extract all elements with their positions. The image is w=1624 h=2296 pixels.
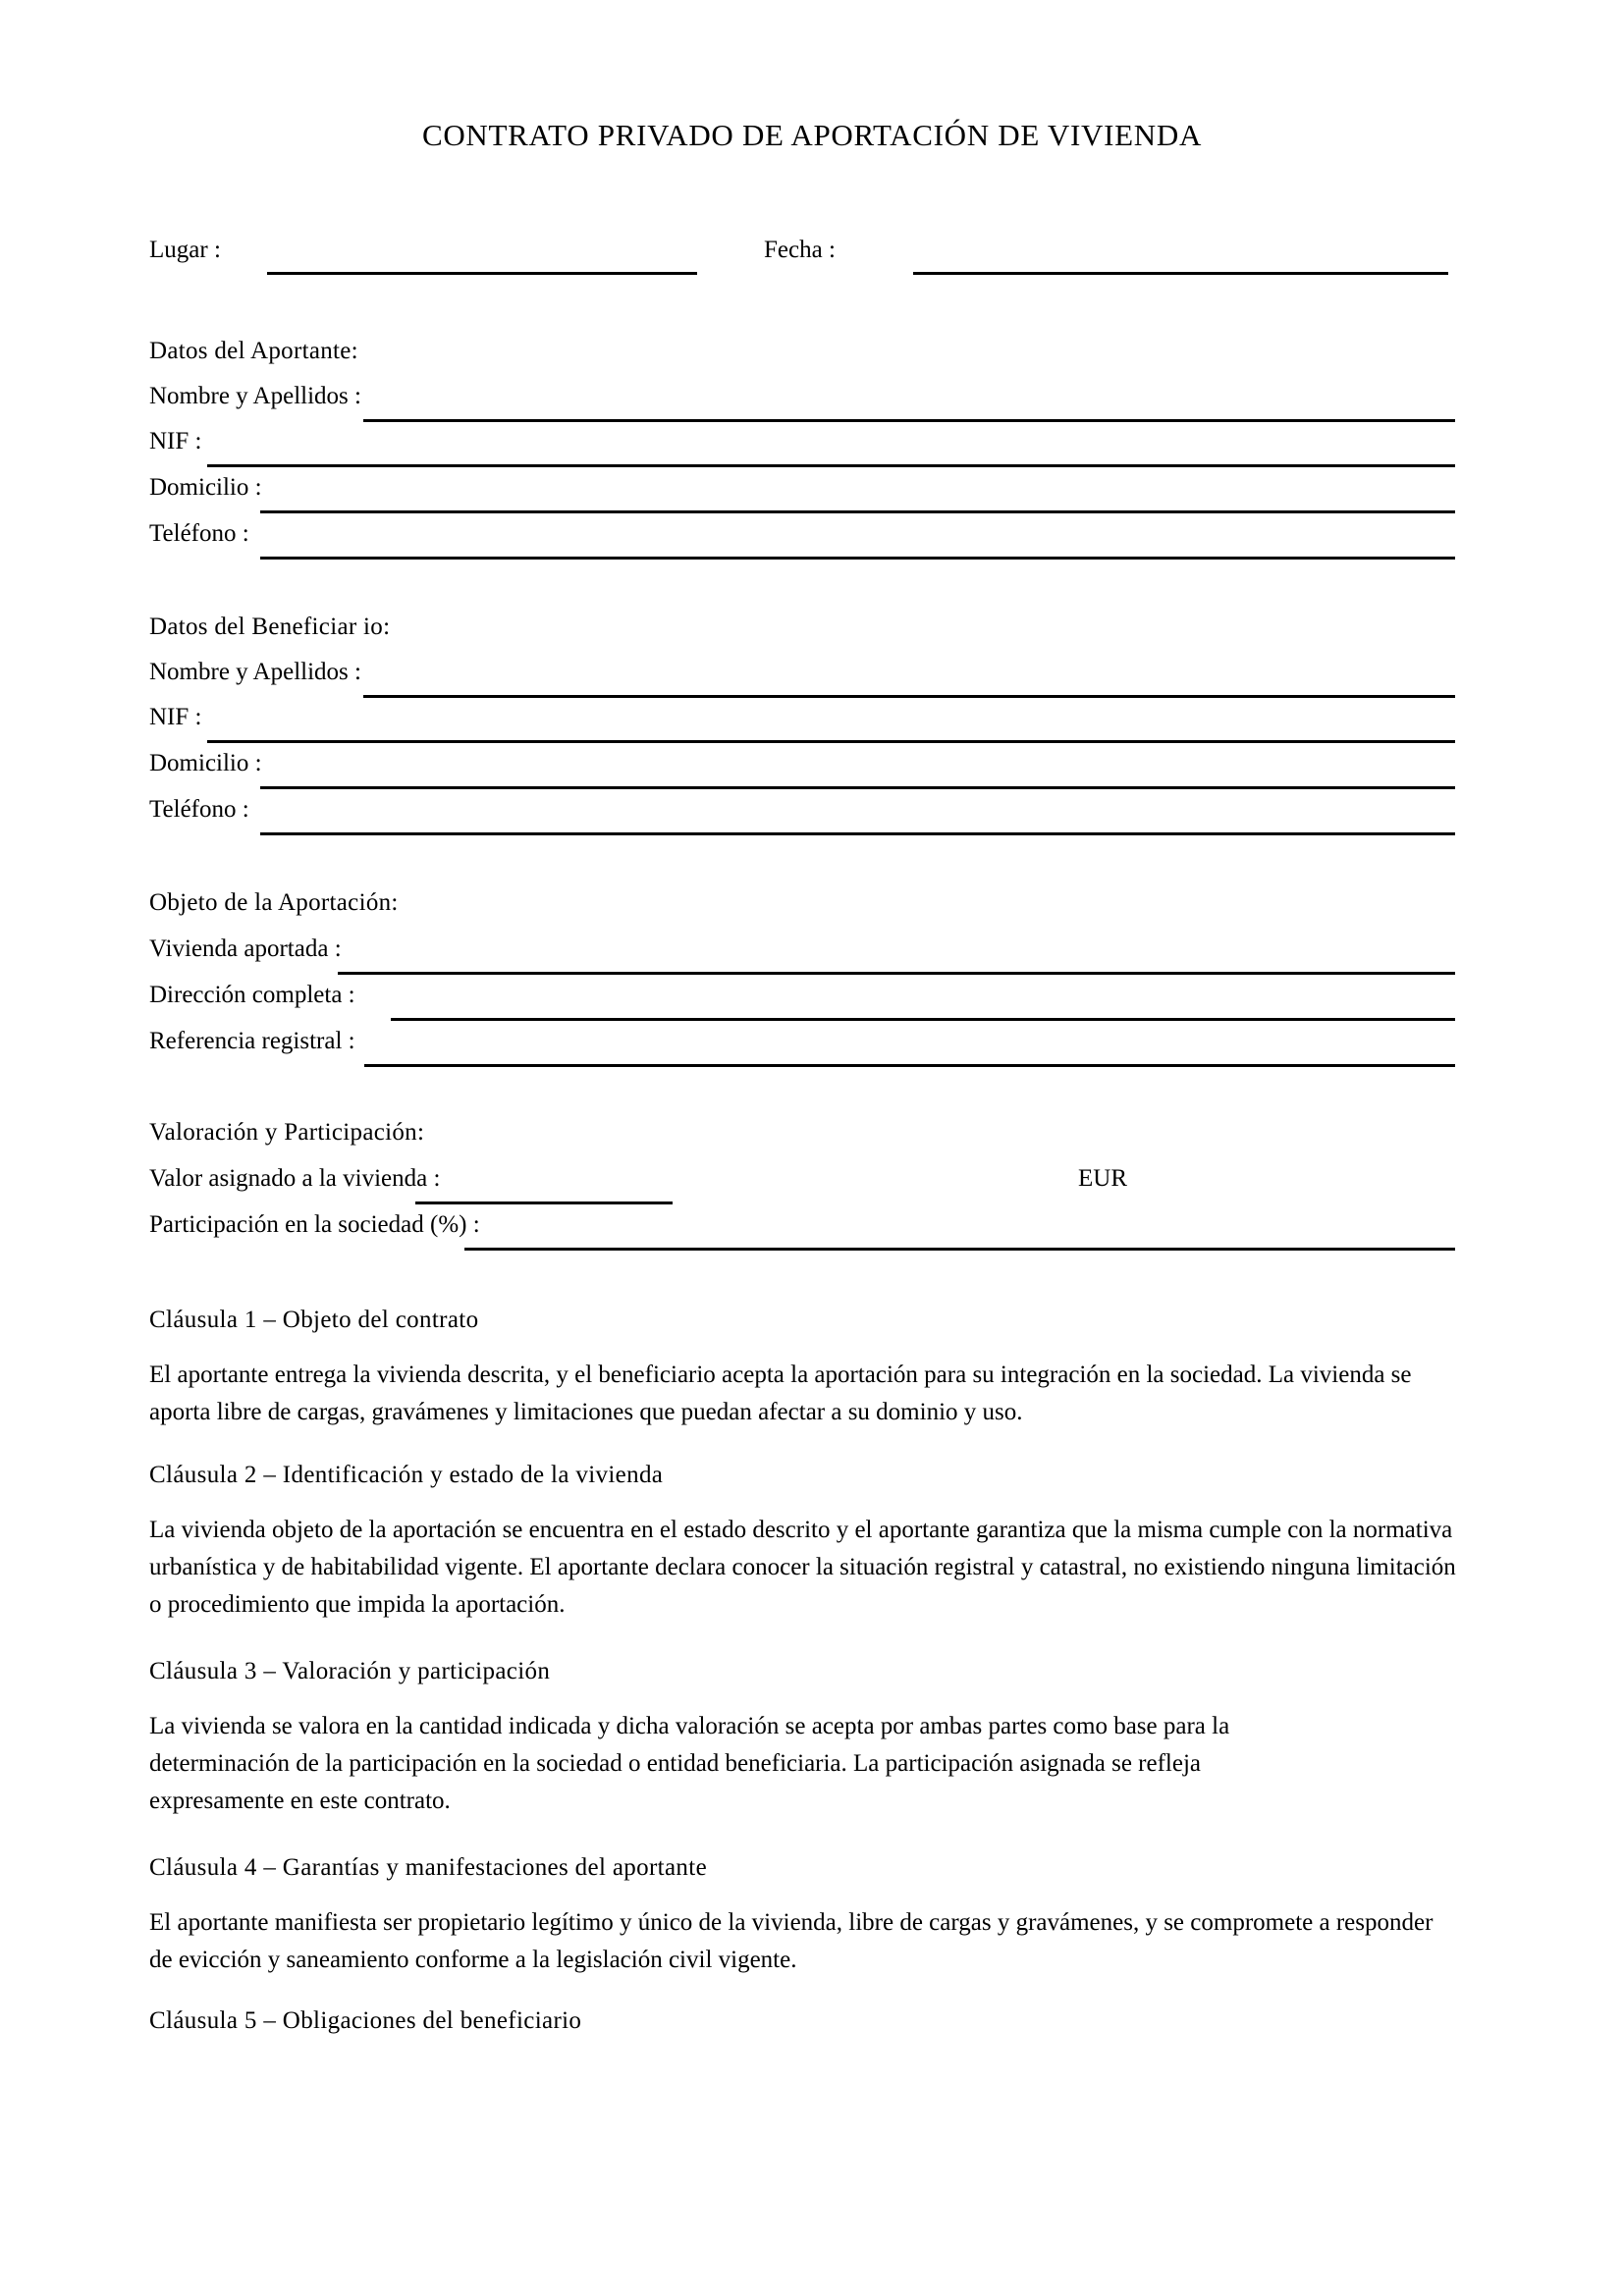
- aportante-telefono-label: Teléfono :: [149, 520, 249, 547]
- aportante-domicilio-label: Domicilio :: [149, 474, 262, 501]
- objeto-direccion-rule[interactable]: [391, 1018, 1455, 1021]
- beneficiario-nif-rule[interactable]: [207, 740, 1455, 743]
- clause-5-heading: Cláusula 5 – Obligaciones del beneficiario: [149, 2007, 582, 2034]
- objeto-direccion-label: Dirección completa :: [149, 982, 355, 1008]
- beneficiario-nombre-rule[interactable]: [363, 695, 1455, 698]
- beneficiario-nombre-label: Nombre y Apellidos :: [149, 659, 361, 685]
- beneficiario-domicilio-label: Domicilio :: [149, 750, 262, 776]
- page-title: CONTRATO PRIVADO DE APORTACIÓN DE VIVIENDA: [421, 118, 1203, 152]
- clause-2-heading: Cláusula 2 – Identificación y estado de la vivienda: [149, 1462, 664, 1488]
- aportante-section-label: Datos del Aportante:: [149, 338, 358, 364]
- fecha-input-rule[interactable]: [913, 272, 1448, 275]
- aportante-nif-rule[interactable]: [207, 464, 1455, 467]
- objeto-vivienda-label: Vivienda aportada :: [149, 935, 342, 962]
- aportante-nombre-rule[interactable]: [363, 419, 1455, 422]
- clause-3-heading: Cláusula 3 – Valoración y participación: [149, 1658, 551, 1684]
- aportante-nombre-label: Nombre y Apellidos :: [149, 383, 361, 409]
- clause-1-heading: Cláusula 1 – Objeto del contrato: [149, 1307, 479, 1333]
- clause-4-heading: Cláusula 4 – Garantías y manifestaciones del aportante: [149, 1854, 708, 1881]
- participacion-label: Participación en la sociedad (%) :: [149, 1211, 480, 1238]
- valor-asignado-label: Valor asignado a la vivienda :: [149, 1165, 441, 1192]
- clause-4-body: El aportante manifiesta ser propietario legítimo y único de la vivienda, libre de cargas y gravámenes, y se compromete a responder de evicción y saneamiento conforme a la legislación civil vigente.: [149, 1909, 1434, 1973]
- participacion-rule[interactable]: [464, 1248, 1455, 1251]
- clause-3-body: La vivienda se valora en la cantidad indicada y dicha valoración se acepta por ambas partes como base para la determinación de la participación en la sociedad o entidad beneficiaria. La participación asignada se refleja expresamente en este contrato.: [149, 1713, 1230, 1814]
- beneficiario-telefono-rule[interactable]: [260, 832, 1455, 835]
- objeto-section-label: Objeto de la Aportación:: [149, 889, 399, 916]
- fecha-label: Fecha :: [764, 237, 836, 263]
- aportante-domicilio-rule[interactable]: [260, 510, 1455, 513]
- clause-1-body: El aportante entrega la vivienda descrita, y el beneficiario acepta la aportación para su integración en la sociedad. La vivienda se aporta libre de cargas, gravámenes y limitaciones que puedan afectar a su dominio y uso.: [149, 1362, 1412, 1425]
- valoracion-section-label: Valoración y Participación:: [149, 1119, 425, 1146]
- lugar-input-rule[interactable]: [267, 272, 697, 275]
- valor-asignado-rule[interactable]: [415, 1201, 673, 1204]
- beneficiario-nif-label: NIF :: [149, 704, 202, 730]
- beneficiario-domicilio-rule[interactable]: [260, 786, 1455, 789]
- lugar-label: Lugar :: [149, 237, 221, 263]
- valor-asignado-currency-label: EUR: [1078, 1165, 1127, 1192]
- clause-2-body: La vivienda objeto de la aportación se encuentra en el estado descrito y el aportante garantiza que la misma cumple con la normativa urbanística y de habitabilidad vigente. El aportante declara conocer la situación registral y catastral, no existiendo ninguna limitación o procedimiento que impida la aportación.: [149, 1517, 1456, 1618]
- beneficiario-section-label: Datos del Beneficiar io:: [149, 614, 391, 640]
- aportante-nif-label: NIF :: [149, 428, 202, 454]
- objeto-referencia-rule[interactable]: [364, 1064, 1455, 1067]
- objeto-referencia-label: Referencia registral :: [149, 1028, 355, 1054]
- aportante-telefono-rule[interactable]: [260, 557, 1455, 560]
- objeto-vivienda-rule[interactable]: [338, 972, 1455, 975]
- beneficiario-telefono-label: Teléfono :: [149, 796, 249, 823]
